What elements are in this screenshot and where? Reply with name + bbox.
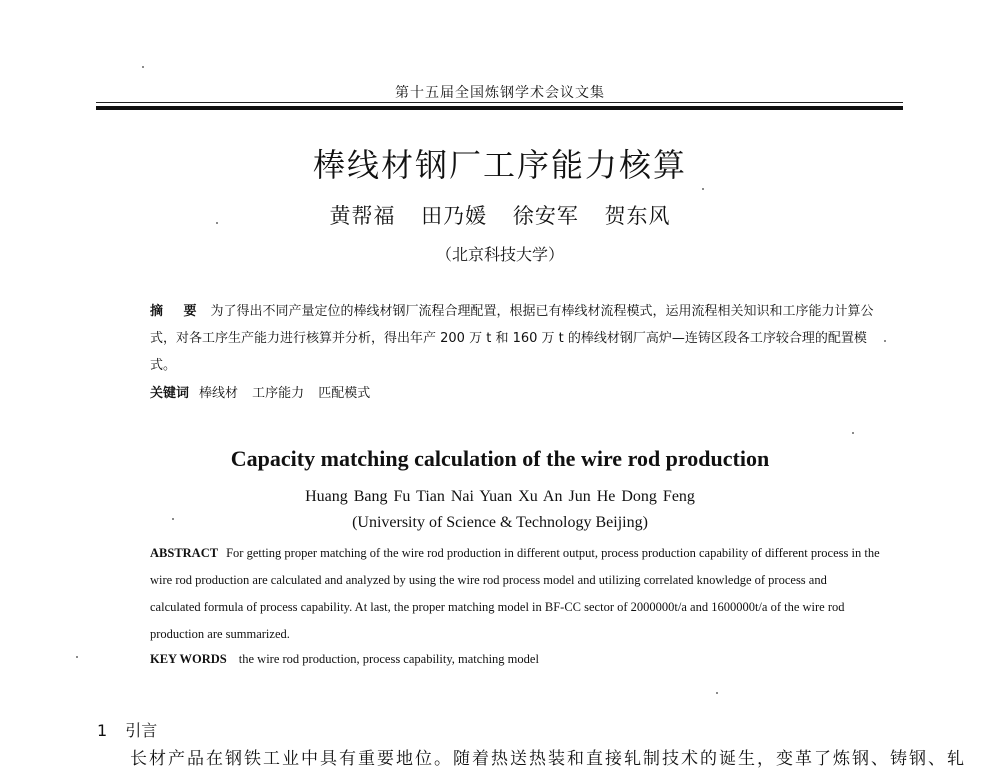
abstract-text-cn: 为了得出不同产量定位的棒线材钢厂流程合理配置，根据已有棒线材流程模式，运用流程相关知识和工序能力计算公式，对各工序生产能力进行核算并分析，得出年产 200 万 t 和 160 万 t 的棒线材钢厂高炉—连铸区段各工序较合理的配置模式。 <box>150 304 874 373</box>
authors-cn: 黄帮福 田乃媛 徐安军 贺东风 <box>329 204 671 228</box>
keywords-text-cn: 棒线材 工序能力 匹配模式 <box>199 386 371 401</box>
abstract-en <box>150 540 880 648</box>
scan-speck <box>716 692 718 694</box>
abstract-text-en: For getting proper matching of the wire rod production in different output, process production capability of different process in the wire rod production are calculated and analyzed by using the wire rod process model and utilizing correlated knowledge of process and calculated formula of process capability. At last, the proper matching model in BF-CC sector of 2000000t/a and 1600000t/a of the wire rod production are summarized. <box>150 546 880 641</box>
keywords-label-cn: 关键词 <box>150 386 190 401</box>
scan-speck <box>702 188 704 190</box>
scan-speck <box>76 656 78 658</box>
keywords-en <box>150 652 539 667</box>
keywords-label-en: KEY WORDS <box>150 652 227 666</box>
scan-speck <box>142 66 144 68</box>
paper-title-cn: 棒线材钢厂工序能力核算 <box>312 146 687 184</box>
affiliation-cn: （北京科技大学） <box>435 245 564 264</box>
section-heading <box>97 718 157 741</box>
paper-title-en: Capacity matching calculation of the wire rod production <box>230 446 770 471</box>
keywords-cn <box>150 382 370 401</box>
header-rule-thick <box>96 106 903 110</box>
section-number: 1 <box>97 721 108 740</box>
section-title: 引言 <box>125 721 158 740</box>
abstract-cn <box>150 298 890 379</box>
abstract-label-cn: 摘 要 <box>150 304 205 319</box>
scan-speck <box>172 518 174 520</box>
scan-speck <box>852 432 854 434</box>
abstract-label-en: ABSTRACT <box>150 546 219 560</box>
body-paragraph: 长材产品在钢铁工业中具有重要地位。随着热送热装和直接轧制技术的诞生，变革了炼钢、铸钢、轧 <box>130 749 966 769</box>
header-rule-thin <box>96 102 903 103</box>
scan-speck <box>884 340 886 342</box>
scan-speck <box>216 222 218 224</box>
running-head: 第十五届全国炼钢学术会议文集 <box>395 85 605 101</box>
authors-en: Huang Bang Fu Tian Nai Yuan Xu An Jun He Dong Feng <box>305 488 695 505</box>
keywords-text-en: the wire rod production, process capability, matching model <box>238 652 539 666</box>
affiliation-en: (University of Science & Technology Beijing) <box>352 514 648 531</box>
